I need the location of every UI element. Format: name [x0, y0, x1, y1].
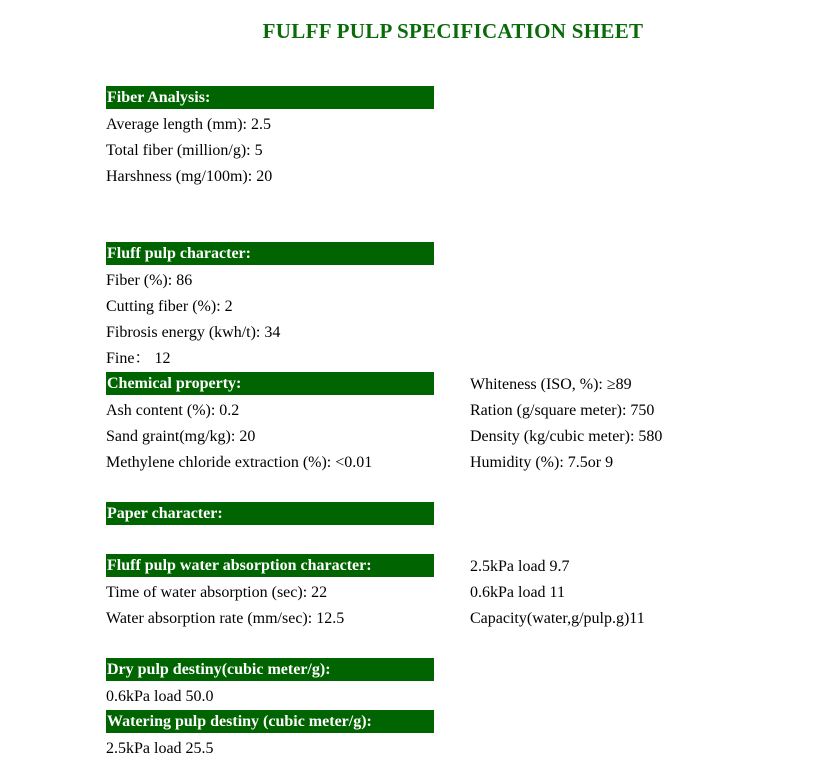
section-header-fiber-analysis: Fiber Analysis: — [106, 86, 434, 109]
spec-line-density: Density (kg/cubic meter): 580 — [470, 428, 663, 445]
spec-line-ration: Ration (g/square meter): 750 — [470, 402, 655, 419]
spec-line-humidity: Humidity (%): 7.5or 9 — [470, 454, 614, 471]
spec-line-dry-pulp-load: 0.6kPa load 50.0 — [106, 688, 214, 705]
spec-line-ash-content: Ash content (%): 0.2 — [106, 402, 240, 419]
spec-line-load-2-5kpa: 2.5kPa load 9.7 — [470, 558, 570, 575]
spec-line-cutting-fiber: Cutting fiber (%): 2 — [106, 298, 233, 315]
section-header-dry-pulp-destiny: Dry pulp destiny(cubic meter/g): — [106, 658, 434, 681]
spec-line-average-length: Average length (mm): 2.5 — [106, 116, 271, 133]
spec-line-fine: Fine： 12 — [106, 350, 171, 367]
spec-line-fiber: Fiber (%): 86 — [106, 272, 193, 289]
spec-line-capacity: Capacity(water,g/pulp.g)11 — [470, 610, 645, 627]
spec-line-watering-pulp-load: 2.5kPa load 25.5 — [106, 740, 214, 757]
spec-line-total-fiber: Total fiber (million/g): 5 — [106, 142, 263, 159]
spec-line-whiteness: Whiteness (ISO, %): ≥89 — [470, 376, 632, 393]
spec-line-load-0-6kpa: 0.6kPa load 11 — [470, 584, 565, 601]
page-title: FULFF PULP SPECIFICATION SHEET — [262, 19, 644, 43]
spec-line-methylene-chloride: Methylene chloride extraction (%): <0.01 — [106, 454, 373, 471]
section-header-fluff-pulp-character: Fluff pulp character: — [106, 242, 434, 265]
spec-line-sand-graint: Sand graint(mg/kg): 20 — [106, 428, 256, 445]
spec-line-water-absorption-rate: Water absorption rate (mm/sec): 12.5 — [106, 610, 345, 627]
section-header-chemical-property: Chemical property: — [106, 372, 434, 395]
spec-line-fibrosis-energy: Fibrosis energy (kwh/t): 34 — [106, 324, 281, 341]
section-header-water-absorption: Fluff pulp water absorption character: — [106, 554, 434, 577]
spec-line-time-water-absorption: Time of water absorption (sec): 22 — [106, 584, 328, 601]
section-header-paper-character: Paper character: — [106, 502, 434, 525]
section-header-watering-pulp-destiny: Watering pulp destiny (cubic meter/g): — [106, 710, 434, 733]
spec-line-harshness: Harshness (mg/100m): 20 — [106, 168, 273, 185]
